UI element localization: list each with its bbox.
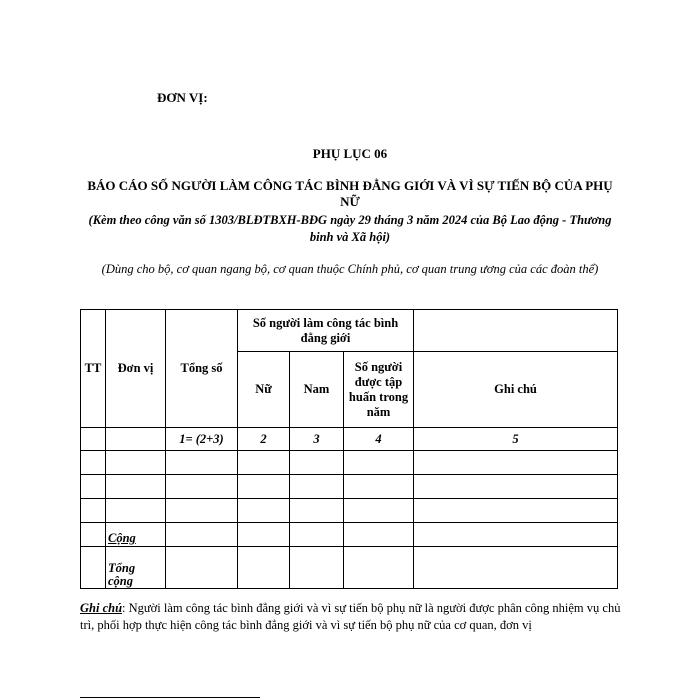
col-header-female: Nữ	[238, 352, 290, 428]
index-cell: 1= (2+3)	[166, 428, 238, 451]
col-header-total: Tổng số	[166, 310, 238, 428]
col-header-tt: TT	[81, 310, 106, 428]
col-header-note: Ghi chú	[414, 352, 618, 428]
report-table	[80, 309, 618, 589]
index-row	[81, 428, 618, 451]
col-header-empty	[414, 310, 618, 352]
footnote	[80, 600, 625, 634]
col-header-trained: Số người được tập huấn trong năm	[344, 352, 414, 428]
col-header-male: Nam	[290, 352, 344, 428]
reference-note: (Kèm theo công văn số 1303/BLĐTBXH-BĐG ngày 29 tháng 3 năm 2024 của Bộ Lao động - Thương binh và Xã hội)	[88, 213, 612, 244]
footer-divider	[80, 697, 260, 698]
table-row	[81, 499, 618, 523]
footnote-label: Ghi chú	[80, 601, 123, 615]
col-header-group: Số người làm công tác bình đẳng giới	[238, 310, 414, 352]
index-cell	[106, 428, 166, 451]
table-row	[81, 451, 618, 475]
report-title: BÁO CÁO SỐ NGƯỜI LÀM CÔNG TÁC BÌNH ĐẲNG GIỚI VÀ VÌ SỰ TIẾN BỘ CỦA PHỤ NỮ	[87, 178, 613, 209]
appendix-title: PHỤ LỤC 06	[312, 146, 388, 161]
index-cell: 2	[238, 428, 290, 451]
col-header-unit: Đơn vị	[106, 310, 166, 428]
grand-total-label: Tổng cộng	[106, 547, 166, 589]
index-cell: 5	[414, 428, 618, 451]
index-cell	[81, 428, 106, 451]
index-cell: 3	[290, 428, 344, 451]
subtotal-row	[81, 523, 618, 547]
table-row	[81, 475, 618, 499]
subtotal-label: Cộng	[106, 523, 166, 547]
grand-total-row	[81, 547, 618, 589]
footnote-text: : Người làm công tác bình đẳng giới và vì sự tiến bộ phụ nữ là người được phân công nhiệm vụ chủ trì, phối hợp thực hiện công tác bình đẳng giới và vì sự tiến bộ phụ nữ của cơ quan, đơn vị	[80, 601, 621, 632]
index-cell: 4	[344, 428, 414, 451]
unit-label: ĐƠN VỊ:	[157, 90, 208, 105]
scope-note: (Dùng cho bộ, cơ quan ngang bộ, cơ quan thuộc Chính phủ, cơ quan trung ương của các đoàn thể)	[101, 262, 599, 276]
